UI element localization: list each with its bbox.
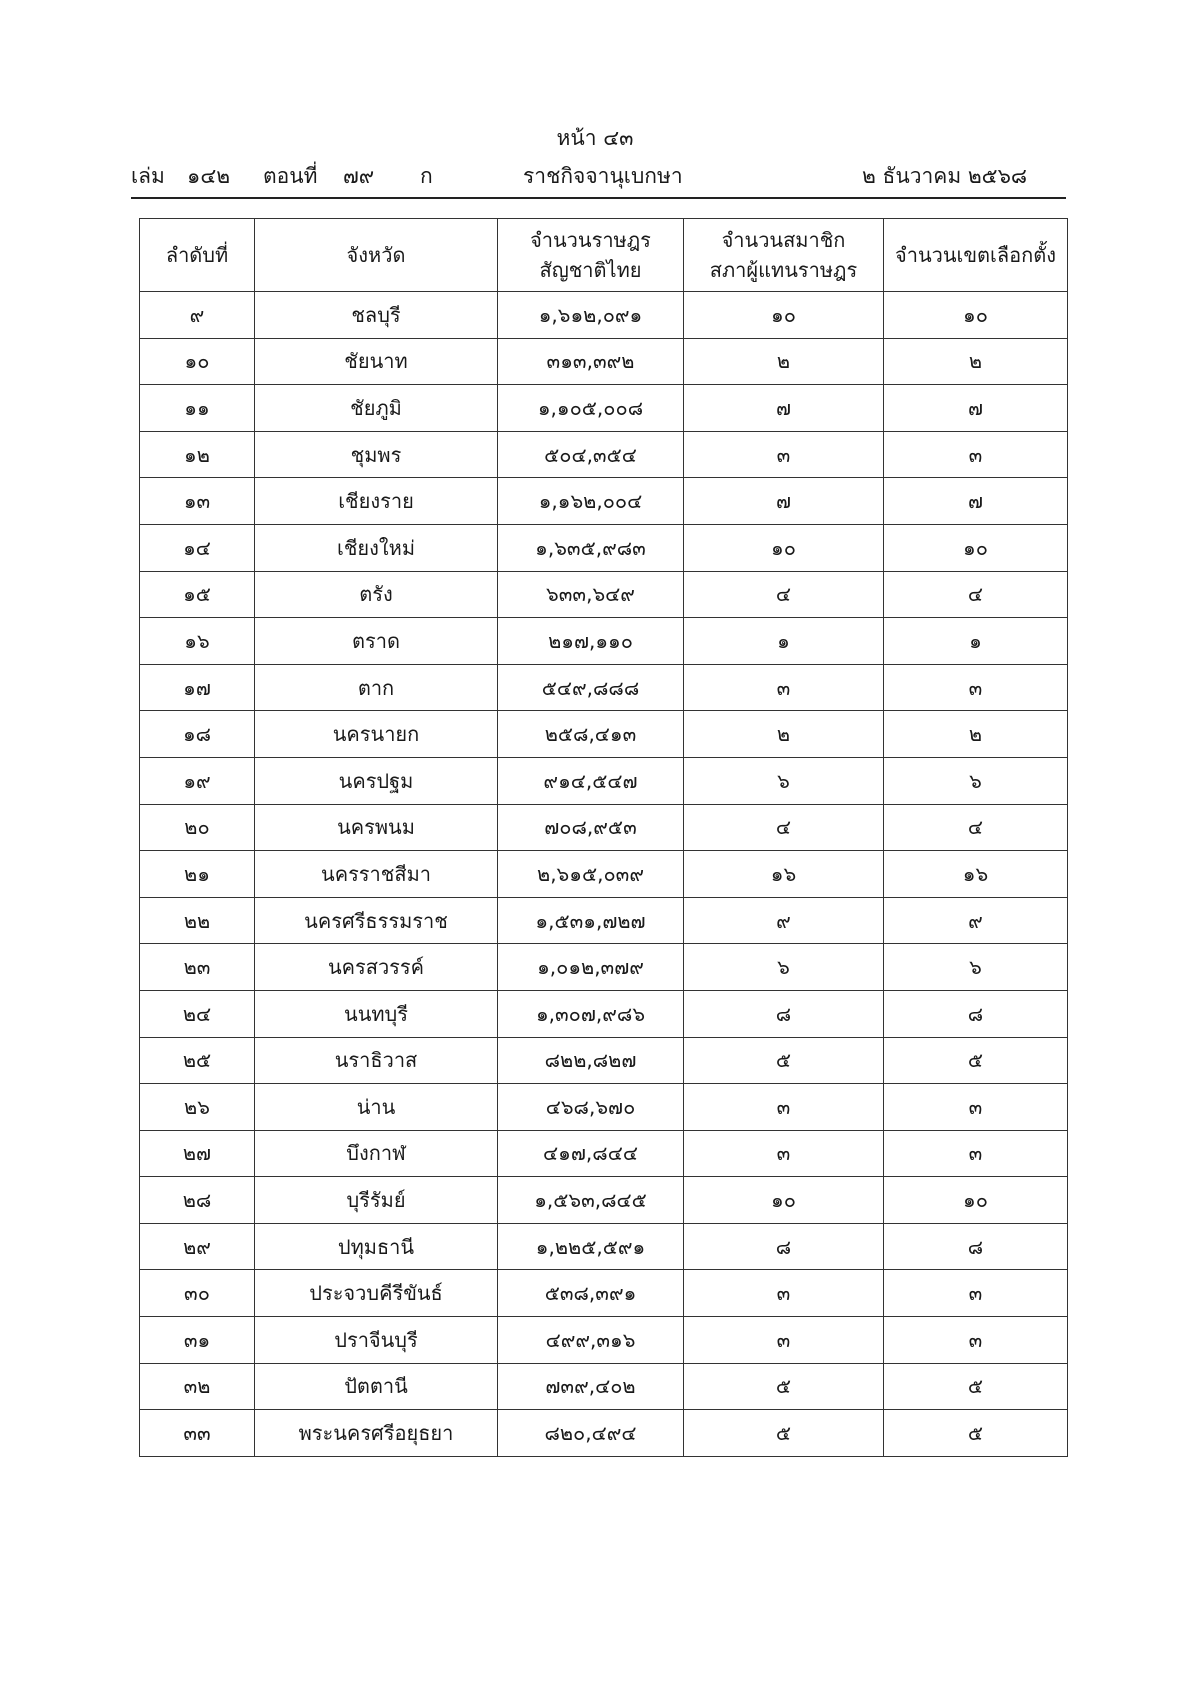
province-cell: เชียงราย bbox=[255, 478, 498, 525]
header-districts: จำนวนเขตเลือกตั้ง bbox=[884, 219, 1068, 292]
province-cell: บุรีรัมย์ bbox=[255, 1177, 498, 1224]
members-cell: ๔ bbox=[684, 804, 884, 851]
members-cell: ๘ bbox=[684, 990, 884, 1037]
province-cell: นนทบุรี bbox=[255, 990, 498, 1037]
order-cell: ๒๙ bbox=[140, 1223, 255, 1270]
population-cell: ๑,๖๓๕,๙๘๓ bbox=[498, 524, 684, 571]
order-cell: ๒๖ bbox=[140, 1084, 255, 1131]
population-cell: ๔๑๗,๘๔๔ bbox=[498, 1130, 684, 1177]
table-row bbox=[140, 1084, 1068, 1131]
districts-cell: ๕ bbox=[884, 1363, 1068, 1410]
publication-name: ราชกิจจานุเบกษา bbox=[523, 164, 683, 188]
header-population-line1: จำนวนราษฎร bbox=[530, 228, 651, 252]
province-cell: นครปฐม bbox=[255, 757, 498, 804]
members-cell: ๓ bbox=[684, 1317, 884, 1364]
table-row bbox=[140, 897, 1068, 944]
table-row bbox=[140, 944, 1068, 991]
order-cell: ๙ bbox=[140, 292, 255, 339]
order-cell: ๑๑ bbox=[140, 385, 255, 432]
population-cell: ๗๐๘,๙๕๓ bbox=[498, 804, 684, 851]
order-cell: ๒๔ bbox=[140, 990, 255, 1037]
province-cell: บึงกาฬ bbox=[255, 1130, 498, 1177]
districts-cell: ๕ bbox=[884, 1037, 1068, 1084]
population-cell: ๕๐๔,๓๕๔ bbox=[498, 431, 684, 478]
order-cell: ๑๐ bbox=[140, 338, 255, 385]
districts-cell: ๓ bbox=[884, 664, 1068, 711]
population-cell: ๑,๕๓๑,๗๒๗ bbox=[498, 897, 684, 944]
districts-cell: ๑๐ bbox=[884, 1177, 1068, 1224]
province-cell: ชัยนาท bbox=[255, 338, 498, 385]
order-cell: ๑๘ bbox=[140, 711, 255, 758]
header-members-line1: จำนวนสมาชิก bbox=[721, 228, 846, 252]
members-cell: ๔ bbox=[684, 571, 884, 618]
province-cell: นครราชสีมา bbox=[255, 851, 498, 898]
order-cell: ๒๘ bbox=[140, 1177, 255, 1224]
districts-cell: ๓ bbox=[884, 1084, 1068, 1131]
order-cell: ๓๑ bbox=[140, 1317, 255, 1364]
header-population bbox=[498, 219, 684, 292]
issue-number: ๗๙ bbox=[343, 164, 375, 188]
province-cell: เชียงใหม่ bbox=[255, 524, 498, 571]
districts-cell: ๓ bbox=[884, 1130, 1068, 1177]
population-cell: ๙๑๔,๕๔๗ bbox=[498, 757, 684, 804]
districts-cell: ๑ bbox=[884, 618, 1068, 665]
districts-cell: ๖ bbox=[884, 944, 1068, 991]
members-cell: ๑ bbox=[684, 618, 884, 665]
province-cell: ตาก bbox=[255, 664, 498, 711]
header-members bbox=[684, 219, 884, 292]
order-cell: ๒๑ bbox=[140, 851, 255, 898]
province-cell: นครสวรรค์ bbox=[255, 944, 498, 991]
population-cell: ๕๔๙,๘๘๘ bbox=[498, 664, 684, 711]
population-cell: ๖๓๓,๖๔๙ bbox=[498, 571, 684, 618]
province-cell: ประจวบคีรีขันธ์ bbox=[255, 1270, 498, 1317]
table-row bbox=[140, 1223, 1068, 1270]
population-cell: ๑,๖๑๒,๐๙๑ bbox=[498, 292, 684, 339]
districts-cell: ๑๐ bbox=[884, 524, 1068, 571]
districts-cell: ๗ bbox=[884, 478, 1068, 525]
districts-cell: ๔ bbox=[884, 571, 1068, 618]
table-row bbox=[140, 757, 1068, 804]
order-cell: ๒๕ bbox=[140, 1037, 255, 1084]
order-cell: ๓๓ bbox=[140, 1410, 255, 1457]
order-cell: ๑๙ bbox=[140, 757, 255, 804]
province-cell: ปัตตานี bbox=[255, 1363, 498, 1410]
volume-number: ๑๔๒ bbox=[187, 164, 231, 188]
order-cell: ๑๖ bbox=[140, 618, 255, 665]
population-cell: ๑,๑๖๒,๐๐๔ bbox=[498, 478, 684, 525]
districts-cell: ๑๐ bbox=[884, 292, 1068, 339]
order-cell: ๒๗ bbox=[140, 1130, 255, 1177]
members-cell: ๖ bbox=[684, 757, 884, 804]
table-row bbox=[140, 804, 1068, 851]
districts-cell: ๖ bbox=[884, 757, 1068, 804]
members-cell: ๕ bbox=[684, 1037, 884, 1084]
table-body bbox=[140, 292, 1068, 1457]
members-cell: ๓ bbox=[684, 1084, 884, 1131]
order-cell: ๓๒ bbox=[140, 1363, 255, 1410]
province-cell: นราธิวาส bbox=[255, 1037, 498, 1084]
constituency-table bbox=[139, 218, 1068, 1457]
province-cell: ชลบุรี bbox=[255, 292, 498, 339]
table-row bbox=[140, 1410, 1068, 1457]
province-cell: นครนายก bbox=[255, 711, 498, 758]
population-cell: ๕๓๘,๓๙๑ bbox=[498, 1270, 684, 1317]
province-cell: นครพนม bbox=[255, 804, 498, 851]
table-header-row bbox=[140, 219, 1068, 292]
districts-cell: ๓ bbox=[884, 431, 1068, 478]
members-cell: ๗ bbox=[684, 385, 884, 432]
members-cell: ๓ bbox=[684, 1130, 884, 1177]
province-cell: ชัยภูมิ bbox=[255, 385, 498, 432]
table-row bbox=[140, 851, 1068, 898]
table-row bbox=[140, 524, 1068, 571]
province-cell: ตรัง bbox=[255, 571, 498, 618]
members-cell: ๖ bbox=[684, 944, 884, 991]
members-cell: ๘ bbox=[684, 1223, 884, 1270]
table-row bbox=[140, 1037, 1068, 1084]
header-province: จังหวัด bbox=[255, 219, 498, 292]
table-row bbox=[140, 1177, 1068, 1224]
volume-label: เล่ม bbox=[131, 164, 165, 188]
districts-cell: ๓ bbox=[884, 1270, 1068, 1317]
table-row bbox=[140, 618, 1068, 665]
members-cell: ๑๐ bbox=[684, 292, 884, 339]
members-cell: ๒ bbox=[684, 711, 884, 758]
order-cell: ๑๕ bbox=[140, 571, 255, 618]
population-cell: ๔๖๘,๖๗๐ bbox=[498, 1084, 684, 1131]
province-cell: ปราจีนบุรี bbox=[255, 1317, 498, 1364]
order-cell: ๑๒ bbox=[140, 431, 255, 478]
table-row bbox=[140, 1130, 1068, 1177]
order-cell: ๒๒ bbox=[140, 897, 255, 944]
members-cell: ๓ bbox=[684, 664, 884, 711]
table-row bbox=[140, 990, 1068, 1037]
issue-label: ตอนที่ bbox=[263, 164, 318, 188]
table-row bbox=[140, 431, 1068, 478]
table-row bbox=[140, 711, 1068, 758]
population-cell: ๘๒๐,๔๙๔ bbox=[498, 1410, 684, 1457]
table-row bbox=[140, 338, 1068, 385]
section-letter: ก bbox=[420, 164, 433, 188]
population-cell: ๔๙๙,๓๑๖ bbox=[498, 1317, 684, 1364]
members-cell: ๙ bbox=[684, 897, 884, 944]
order-cell: ๒๐ bbox=[140, 804, 255, 851]
population-cell: ๒๕๘,๔๑๓ bbox=[498, 711, 684, 758]
province-cell: ชุมพร bbox=[255, 431, 498, 478]
population-cell: ๑,๓๐๗,๙๘๖ bbox=[498, 990, 684, 1037]
districts-cell: ๙ bbox=[884, 897, 1068, 944]
districts-cell: ๕ bbox=[884, 1410, 1068, 1457]
order-cell: ๑๗ bbox=[140, 664, 255, 711]
members-cell: ๓ bbox=[684, 1270, 884, 1317]
members-cell: ๑๐ bbox=[684, 1177, 884, 1224]
page-number: หน้า ๔๓ bbox=[556, 126, 634, 150]
population-cell: ๑,๐๑๒,๓๗๙ bbox=[498, 944, 684, 991]
population-cell: ๒๑๗,๑๑๐ bbox=[498, 618, 684, 665]
province-cell: น่าน bbox=[255, 1084, 498, 1131]
districts-cell: ๓ bbox=[884, 1317, 1068, 1364]
province-cell: นครศรีธรรมราช bbox=[255, 897, 498, 944]
districts-cell: ๑๖ bbox=[884, 851, 1068, 898]
gazette-header bbox=[131, 160, 1066, 196]
members-cell: ๑๖ bbox=[684, 851, 884, 898]
population-cell: ๒,๖๑๕,๐๓๙ bbox=[498, 851, 684, 898]
publication-date: ๒ ธันวาคม ๒๕๖๘ bbox=[862, 164, 1028, 188]
population-cell: ๓๑๓,๓๙๒ bbox=[498, 338, 684, 385]
districts-cell: ๒ bbox=[884, 338, 1068, 385]
table-row bbox=[140, 292, 1068, 339]
header-rule bbox=[131, 197, 1066, 199]
members-cell: ๗ bbox=[684, 478, 884, 525]
population-cell: ๑,๑๐๕,๐๐๘ bbox=[498, 385, 684, 432]
table-row bbox=[140, 1270, 1068, 1317]
population-cell: ๗๓๙,๔๐๒ bbox=[498, 1363, 684, 1410]
population-cell: ๘๒๒,๘๒๗ bbox=[498, 1037, 684, 1084]
table-row bbox=[140, 1317, 1068, 1364]
districts-cell: ๘ bbox=[884, 990, 1068, 1037]
order-cell: ๑๓ bbox=[140, 478, 255, 525]
table-row bbox=[140, 385, 1068, 432]
members-cell: ๒ bbox=[684, 338, 884, 385]
table-row bbox=[140, 664, 1068, 711]
districts-cell: ๔ bbox=[884, 804, 1068, 851]
districts-cell: ๒ bbox=[884, 711, 1068, 758]
population-cell: ๑,๒๒๕,๕๙๑ bbox=[498, 1223, 684, 1270]
order-cell: ๒๓ bbox=[140, 944, 255, 991]
members-cell: ๕ bbox=[684, 1363, 884, 1410]
members-cell: ๑๐ bbox=[684, 524, 884, 571]
order-cell: ๓๐ bbox=[140, 1270, 255, 1317]
population-cell: ๑,๕๖๓,๘๔๕ bbox=[498, 1177, 684, 1224]
table-row bbox=[140, 478, 1068, 525]
districts-cell: ๗ bbox=[884, 385, 1068, 432]
members-cell: ๓ bbox=[684, 431, 884, 478]
table-row bbox=[140, 571, 1068, 618]
province-cell: พระนครศรีอยุธยา bbox=[255, 1410, 498, 1457]
province-cell: ปทุมธานี bbox=[255, 1223, 498, 1270]
table-row bbox=[140, 1363, 1068, 1410]
header-members-line2: สภาผู้แทนราษฎร bbox=[709, 258, 858, 282]
header-order: ลำดับที่ bbox=[140, 219, 255, 292]
header-population-line2: สัญชาติไทย bbox=[539, 258, 642, 282]
order-cell: ๑๔ bbox=[140, 524, 255, 571]
province-cell: ตราด bbox=[255, 618, 498, 665]
districts-cell: ๘ bbox=[884, 1223, 1068, 1270]
members-cell: ๕ bbox=[684, 1410, 884, 1457]
